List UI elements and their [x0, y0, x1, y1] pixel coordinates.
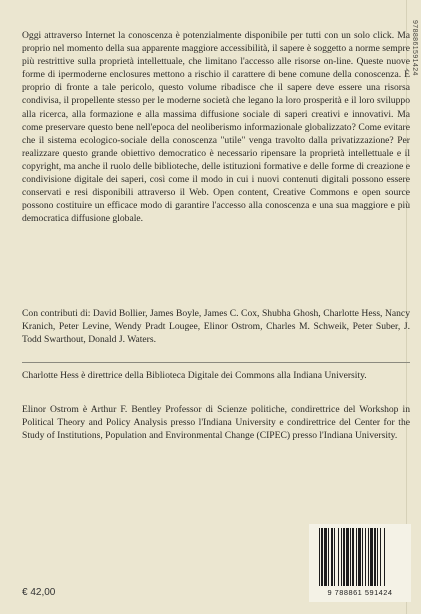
barcode-bars — [317, 528, 403, 588]
contributors-text: Con contributi di: David Bollier, James Boyle, James C. Cox, Shubha Ghosh, Charlotte Hess, Nancy Kranich, Peter Levine, Wendy Pradt Lougee, Elinor Ostrom, Charles M. Schweik, Peter Suber, J. Todd Swarthout, Donald J. Waters. — [22, 308, 410, 346]
bio-charlotte-hess: Charlotte Hess è direttrice della Biblioteca Digitale dei Commons alla Indiana University. — [22, 370, 367, 381]
barcode-digits: 9 788861 591424 — [327, 588, 393, 597]
divider-rule — [22, 362, 410, 363]
blurb-text: Oggi attraverso Internet la conoscenza è potenzialmente disponibile per tutti con un solo click. Ma proprio nel momento della sua apparente maggiore accessibilità, il sapere è soggetto a norme sempre più restrittive sulla proprietà intellettuale, che limitano l'accesso alle risorse on-line. Queste nuove forme di ipermoderne enclosures mettono a rischio il carattere di bene comune della conoscenza. È proprio di fronte a tale pericolo, questo volume ribadisce che il sapere deve essere una risorsa condivisa, il propellente stesso per le moderne società che legano la loro prosperità e il loro sviluppo alla ricerca, alla formazione e alla massima diffusione sociale di saperi creativi e innovativi. Ma come preservare questo bene nell'epoca del neoliberismo informazionale globalizzato? Come evitare che il sistema ecologico-sociale della conoscenza "utile" venga travolto dalla privatizzazione? Per realizzare questo grande obiettivo democratico è necessario ripensare la proprietà intellettuale e il copyright, ma anche il ruolo delle biblioteche, delle istituzioni formative e delle forme di creazione e condivisione digitale dei saperi, così come il modo in cui i nuovi contenuti digitali possono essere conservati e resi disponibili attraverso il Web. Open content, Creative Commons e open source possono costituire un efficace modo di garantire l'accesso alla conoscenza e una sua maggiore e più democratica diffusione globale. — [22, 30, 410, 225]
bio-elinor-ostrom: Elinor Ostrom è Arthur F. Bentley Professor di Scienze politiche, condirettrice del Workshop in Political Theory and Policy Analysis presso l'Indiana University e condirettrice del Center for the Study of Institutions, Population and Environmental Change (CIPEC) presso l'Indiana University. — [22, 404, 410, 442]
barcode — [309, 524, 411, 602]
price-label: € 42,00 — [22, 587, 56, 598]
spine-isbn-code: 9788861591424 — [411, 20, 418, 76]
